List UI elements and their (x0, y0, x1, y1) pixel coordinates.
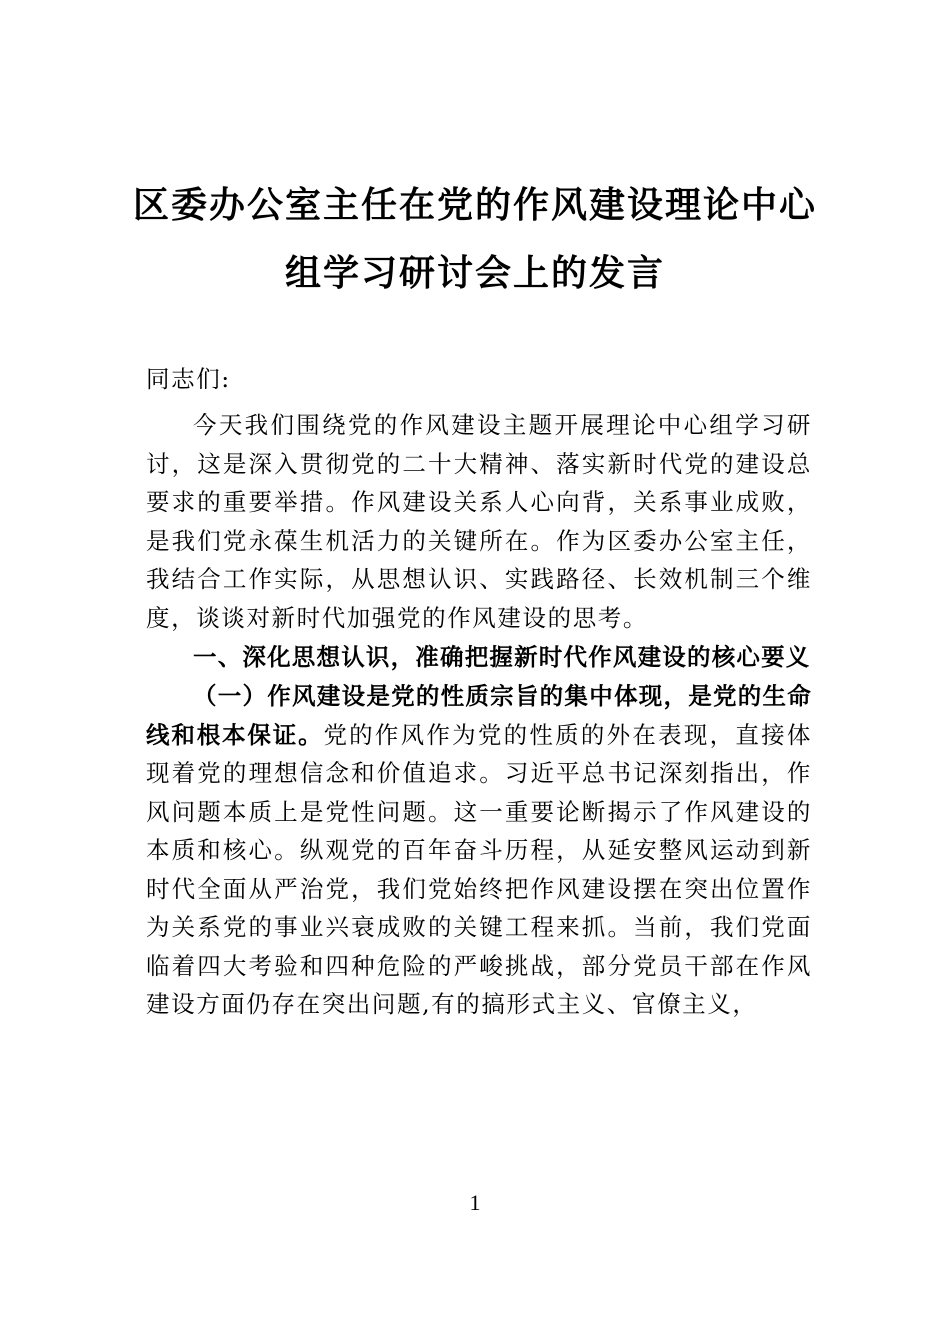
intro-paragraph: 今天我们围绕党的作风建设主题开展理论中心组学习研讨，这是深入贯彻党的二十大精神、落实新时代党的建设总要求的重要举措。作风建设关系人心向背，关系事业成败，是我们党永葆生机活力的关键所在。作为区委办公室主任，我结合工作实际，从思想认识、实践路径、长效机制三个维度，谈谈对新时代加强党的作风建设的思考。 (146, 411, 812, 632)
subsection-paragraph-1 (146, 677, 812, 1024)
document-title-line-2: 组学习研讨会上的发言 (284, 253, 665, 294)
document-body (146, 406, 812, 1024)
subsection-lead-1: （一）作风建设是党的性质宗旨的集中体现，是党的生命线和根本保证。 (146, 682, 812, 749)
page-number: 1 (469, 1190, 481, 1215)
subsection-body-1: 党的作风作为党的性质的外在表现，直接体现着党的理想信念和价值追求。习近平总书记深刻指出，作风问题本质上是党性问题。这一重要论断揭示了作风建设的本质和核心。纵观党的百年奋斗历程，从延安整风运动到新时代全面从严治党，我们党始终把作风建设摆在突出位置作为关系党的事业兴衰成败的关键工程来抓。当前，我们党面临着四大考验和四种危险的严峻挑战，部分党员干部在作风建设方面仍存在突出问题,有的搞形式主义、官僚主义， (146, 720, 812, 1018)
section-heading-1: 一、深化思想认识，准确把握新时代作风建设的核心要义 (193, 643, 811, 671)
salutation: 同志们: (146, 365, 231, 393)
document-title-line-1: 区委办公室主任在党的作风建设理论中心 (132, 185, 817, 226)
